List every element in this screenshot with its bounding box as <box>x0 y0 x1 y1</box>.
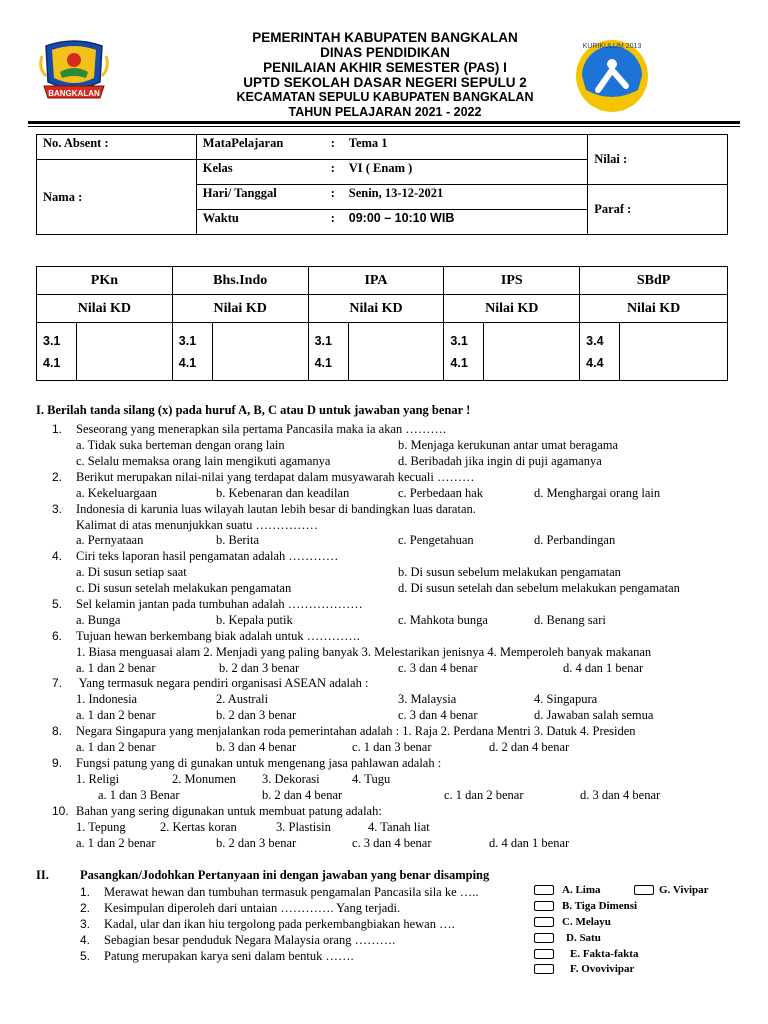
q5-option-a[interactable]: a. Bunga <box>76 613 121 627</box>
answer-g: G. Vivipar <box>659 884 709 896</box>
q9-option-c[interactable]: c. 1 dan 2 benar <box>444 788 524 802</box>
answer-c: C. Melayu <box>562 916 611 928</box>
subject-bhs-indo: Bhs.Indo <box>172 267 308 295</box>
q7-option-c[interactable]: c. 3 dan 4 benar <box>398 708 478 722</box>
answer-d: D. Satu <box>566 932 601 944</box>
nama-cell[interactable]: Nama : <box>37 160 197 235</box>
q4-option-c[interactable]: c. Di susun setelah melakukan pengamatan <box>76 581 292 595</box>
matching-item-2: 2. Kesimpulan diperoleh dari untaian …………. Yang terjadi. <box>80 901 401 915</box>
header-line-5: KECAMATAN SEPULU KABUPATEN BANGKALAN <box>236 90 534 104</box>
q5-option-d[interactable]: d. Benang sari <box>534 613 606 627</box>
score-table <box>36 266 728 381</box>
q10-list-1: 1. Tepung <box>76 820 126 834</box>
q9-list-4: 4. Tugu <box>352 772 391 786</box>
svg-text:KURIKULUM 2013: KURIKULUM 2013 <box>582 43 642 50</box>
svg-text:BANGKALAN: BANGKALAN <box>48 89 100 98</box>
answer-box-5[interactable] <box>534 933 554 943</box>
q1-option-d[interactable]: d. Beribadah jika ingin di puji agamanya <box>398 454 602 468</box>
section-2-title: Pasangkan/Jodohkan Pertanyaan ini dengan jawaban yang benar disamping <box>80 868 490 882</box>
identity-table <box>36 134 728 235</box>
nilai-kd-header: Nilai KD <box>580 295 728 323</box>
q7-option-a[interactable]: a. 1 dan 2 benar <box>76 708 156 722</box>
q3-option-b[interactable]: b. Berita <box>216 533 260 547</box>
question-4: 4. Ciri teks laporan hasil pengamatan adalah ………… <box>52 549 339 563</box>
q9-option-a[interactable]: a. 1 dan 3 Benar <box>98 788 180 802</box>
q10-option-d[interactable]: d. 4 dan 1 benar <box>489 836 570 850</box>
header-line-1: PEMERINTAH KABUPATEN BANGKALAN <box>252 30 518 45</box>
q2-option-d[interactable]: d. Menghargai orang lain <box>534 486 661 500</box>
kd-score-field[interactable] <box>484 323 580 381</box>
header-line-3: PENILAIAN AKHIR SEMESTER (PAS) I <box>263 60 507 75</box>
subject-pkn: PKn <box>37 267 173 295</box>
subject-ipa: IPA <box>308 267 444 295</box>
document-header <box>150 30 620 120</box>
q4-option-d[interactable]: d. Di susun setelah dan sebelum melakukan pengamatan <box>398 581 680 595</box>
q10-option-a[interactable]: a. 1 dan 2 benar <box>76 836 156 850</box>
subject-ips: IPS <box>444 267 580 295</box>
hari-cell: Hari/ Tanggal : Senin, 13-12-2021 <box>196 185 587 210</box>
question-9: 9. Fungsi patung yang di gunakan untuk mengenang jasa pahlawan adalah : <box>52 756 442 770</box>
matching-item-3: 3. Kadal, ular dan ikan hiu tergolong pada perkembangbiakan hewan …. <box>80 917 455 931</box>
q7-option-b[interactable]: b. 2 dan 3 benar <box>216 708 297 722</box>
answer-box-4[interactable] <box>534 917 554 927</box>
q1-option-a[interactable]: a. Tidak suka berteman dengan orang lain <box>76 438 285 452</box>
q7-option-d[interactable]: d. Jawaban salah semua <box>534 708 654 722</box>
section-1-title: I. Berilah tanda silang (x) pada huruf A, B, C atau D untuk jawaban yang benar ! <box>36 403 471 417</box>
q9-list-2: 2. Monumen <box>172 772 236 786</box>
q2-option-b[interactable]: b. Kebenaran dan keadilan <box>216 486 350 500</box>
q4-option-b[interactable]: b. Di susun sebelum melakukan pengamatan <box>398 565 621 579</box>
kd-codes: 3.1 4.1 <box>172 323 212 381</box>
q9-list-1: 1. Religi <box>76 772 120 786</box>
nilai-kd-header: Nilai KD <box>444 295 580 323</box>
answer-f: F. Ovovivipar <box>570 963 635 975</box>
kd-score-field[interactable] <box>620 323 728 381</box>
kd-score-field[interactable] <box>212 323 308 381</box>
nilai-kd-header: Nilai KD <box>37 295 173 323</box>
q3-option-a[interactable]: a. Pernyataan <box>76 533 144 547</box>
answer-b: B. Tiga Dimensi <box>562 900 638 912</box>
waktu-cell: Waktu : 09:00 – 10:10 WIB <box>196 210 587 235</box>
q7-list-4: 4. Singapura <box>534 692 598 706</box>
q1-option-b[interactable]: b. Menjaga kerukunan antar umat beragama <box>398 438 619 452</box>
header-rule-thin <box>28 126 740 127</box>
question-8: 8. Negara Singapura yang menjalankan roda pemerintahan adalah : 1. Raja 2. Perdana Mentri 3. Datuk 4. Presiden <box>52 724 636 738</box>
question-3: 3. Indonesia di karunia luas wilayah lautan lebih besar di bandingkan luas daratan. <box>52 502 476 516</box>
kd-score-field[interactable] <box>76 323 172 381</box>
q1-option-c[interactable]: c. Selalu memaksa orang lain mengikuti agamanya <box>76 454 331 468</box>
q2-option-c[interactable]: c. Perbedaan hak <box>398 486 484 500</box>
kd-codes: 3.4 4.4 <box>580 323 620 381</box>
kelas-cell: Kelas : VI ( Enam ) <box>196 160 587 185</box>
kd-codes: 3.1 4.1 <box>444 323 484 381</box>
header-line-2: DINAS PENDIDIKAN <box>320 45 450 60</box>
section-2-number: II. <box>36 868 49 882</box>
question-6-list: 1. Biasa menguasai alam 2. Menjadi yang paling banyak 3. Melestarikan jenisnya 4. Memperoleh banyak makanan <box>76 645 652 659</box>
header-rule-thick <box>28 121 740 124</box>
nilai-cell[interactable]: Nilai : <box>588 135 728 185</box>
q9-option-b[interactable]: b. 2 dan 4 benar <box>262 788 343 802</box>
question-10: 10. Bahan yang sering digunakan untuk membuat patung adalah: <box>52 804 382 818</box>
q3-option-c[interactable]: c. Pengetahuan <box>398 533 474 547</box>
q9-option-d[interactable]: d. 3 dan 4 benar <box>580 788 661 802</box>
header-line-4: UPTD SEKOLAH DASAR NEGERI SEPULU 2 <box>243 75 527 90</box>
q10-option-c[interactable]: c. 3 dan 4 benar <box>352 836 432 850</box>
question-1: 1. Seseorang yang menerapkan sila pertama Pancasila maka ia akan ………. <box>52 422 447 436</box>
answer-e: E. Fakta-fakta <box>570 948 639 960</box>
no-absent-cell[interactable]: No. Absent : <box>37 135 197 160</box>
q8-option-c[interactable]: c. 1 dan 3 benar <box>352 740 432 754</box>
paraf-cell[interactable]: Paraf : <box>588 185 728 235</box>
matching-item-1: 1. Merawat hewan dan tumbuhan termasuk pengamalan Pancasila sila ke ….. <box>80 885 479 899</box>
q8-option-b[interactable]: b. 3 dan 4 benar <box>216 740 297 754</box>
q8-option-a[interactable]: a. 1 dan 2 benar <box>76 740 156 754</box>
answer-box-6[interactable] <box>534 949 554 959</box>
question-3-statement: Kalimat di atas menunjukkan suatu …………… <box>76 518 318 532</box>
q6-option-c[interactable]: c. 3 dan 4 benar <box>398 661 478 675</box>
subject-sbdp: SBdP <box>580 267 728 295</box>
question-2: 2. Berikut merupakan nilai-nilai yang terdapat dalam musyawarah kecuali ……… <box>52 470 475 484</box>
nilai-kd-header: Nilai KD <box>308 295 444 323</box>
answer-box-1[interactable] <box>534 885 554 895</box>
q7-list-3: 3. Malaysia <box>398 692 457 706</box>
kd-codes: 3.1 4.1 <box>37 323 77 381</box>
q10-list-4: 4. Tanah liat <box>368 820 430 834</box>
answer-box-7[interactable] <box>534 964 554 974</box>
q10-option-b[interactable]: b. 2 dan 3 benar <box>216 836 297 850</box>
answer-box-3[interactable] <box>534 901 554 911</box>
mapel-cell: MataPelajaran : Tema 1 <box>196 135 587 160</box>
bangkalan-logo <box>38 38 110 104</box>
q10-list-2: 2. Kertas koran <box>160 820 237 834</box>
q9-list-3: 3. Dekorasi <box>262 772 320 786</box>
q10-list-3: 3. Plastisin <box>276 820 331 834</box>
q5-option-b[interactable]: b. Kepala putik <box>216 613 293 627</box>
answer-a: A. Lima <box>562 884 601 896</box>
question-7: 7. Yang termasuk negara pendiri organisasi ASEAN adalah : <box>52 676 369 690</box>
q6-option-d[interactable]: d. 4 dan 1 benar <box>563 661 644 675</box>
answer-box-2[interactable] <box>634 885 654 895</box>
kd-score-field[interactable] <box>348 323 444 381</box>
q6-option-a[interactable]: a. 1 dan 2 benar <box>76 661 156 675</box>
nilai-kd-header: Nilai KD <box>172 295 308 323</box>
q6-option-b[interactable]: b. 2 dan 3 benar <box>219 661 300 675</box>
question-6: 6. Tujuan hewan berkembang biak adalah untuk …………. <box>52 629 360 643</box>
q7-list-2: 2. Australi <box>216 692 269 706</box>
matching-item-5: 5. Patung merupakan karya seni dalam bentuk ……. <box>80 949 354 963</box>
q8-option-d[interactable]: d. 2 dan 4 benar <box>489 740 570 754</box>
q4-option-a[interactable]: a. Di susun setiap saat <box>76 565 187 579</box>
q7-list-1: 1. Indonesia <box>76 692 138 706</box>
header-line-6: TAHUN PELAJARAN 2021 - 2022 <box>288 105 482 119</box>
q5-option-c[interactable]: c. Mahkota bunga <box>398 613 488 627</box>
matching-item-4: 4. Sebagian besar penduduk Negara Malaysia orang ………. <box>80 933 396 947</box>
q3-option-d[interactable]: d. Perbandingan <box>534 533 616 547</box>
q2-option-a[interactable]: a. Kekeluargaan <box>76 486 157 500</box>
kd-codes: 3.1 4.1 <box>308 323 348 381</box>
question-5: 5. Sel kelamin jantan pada tumbuhan adalah ……………… <box>52 597 363 611</box>
